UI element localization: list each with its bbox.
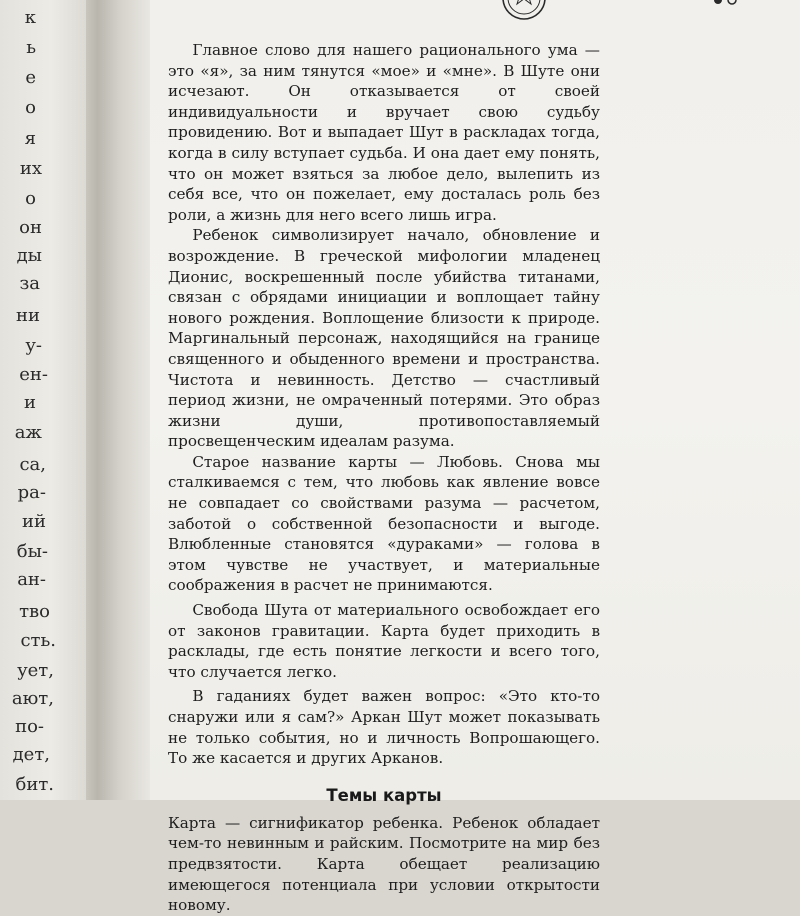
left-page-fragment: аж xyxy=(14,422,42,444)
left-page-fragment: за xyxy=(19,273,40,295)
left-page-fragment: к xyxy=(24,7,36,29)
left-page-fragment: сть. xyxy=(20,630,56,652)
left-page-fragment: ен- xyxy=(19,364,48,386)
left-page-fragment: он xyxy=(19,217,42,239)
left-page-fragment: е xyxy=(25,66,36,88)
left-page-fragment: ан- xyxy=(17,569,46,591)
left-page-fragment: ра- xyxy=(17,481,46,503)
left-page-fragment: бит. xyxy=(15,773,54,795)
paragraph: Ребенок символизирует начало, обновление и возрождение. В греческой мифологии младенец Дионис, воскрешенный после убийства титанами, связан с обрядами инициации и воплощает тайну нового рождения. Воплощение близости к природе. Маргинальный персонаж, находящийся на границе священного и обыденного времени и пространства. Чистота и невинность. Детство — счастливый период жизни, не омраченный потерями. Это образ жизни души, противопоставляемый просвещенческим идеалам разума. xyxy=(168,226,600,451)
left-page-fragment: тво xyxy=(19,600,50,622)
left-page-fragment: и xyxy=(24,392,36,414)
paragraph: Старое название карты — Любовь. Снова мы сталкиваемся с тем, что любовь как явление вовсе не совпадает со свойствами разума — расчетом, заботой о собственной безопасности и выгоде. Влюбленные становятся «дураками» — голова в этом чувстве не участвует, и материальные соображения в расчет не принимаются. xyxy=(168,452,600,595)
section-paragraph: Карта — сигнификатор ребенка. Ребенок обладает чем-то невинным и райским. Посмотрите на мир без предвзятости. Карта обещает реализацию имеющегося потенциала при условии открытости новому. xyxy=(168,813,600,915)
left-page-fragment: у- xyxy=(25,334,42,356)
left-page-fragment: их xyxy=(19,157,42,179)
book-gutter xyxy=(86,0,150,800)
left-page-fragment: дет, xyxy=(12,743,50,765)
section-title: Темы карты xyxy=(326,785,442,805)
paragraph: Главное слово для нашего рационального ума — это «я», за ним тянутся «мое» и «мне». В Шуте они исчезают. Он отказывается от своей индивидуальности и вручает свою судьбу провидению. Вот и выпадает Шут в раскладах тогда, когда в силу вступает судьба. И она дает ему понять, что он может взяться за любое дело, вылепить из себя все, что он пожелает, ему досталась роль без роли, а жизнь для него всего лишь игра. xyxy=(168,41,600,224)
paragraph: Свобода Шута от материального освобождает его от законов гравитации. Карта будет приходить в расклады, где есть понятие легкости и всего того, что случается легко. xyxy=(168,601,600,681)
left-page-fragment: ует, xyxy=(17,660,54,682)
left-page-fragment: ий xyxy=(22,511,46,533)
ornament-icon xyxy=(500,0,548,22)
left-page-fragment: ь xyxy=(26,37,36,59)
paragraph: В гаданиях будет важен вопрос: «Это кто-то снаружи или я сам?» Аркан Шут может показывать не только события, но и личность Вопрошающего. То же касается и других Арканов. xyxy=(168,687,600,768)
left-page xyxy=(0,0,86,800)
left-page-fragment: ают, xyxy=(11,688,54,710)
left-page-fragment: бы- xyxy=(16,541,48,563)
left-page-fragment: я xyxy=(24,128,36,150)
left-page-fragment: ни xyxy=(16,304,40,326)
corner-ornament-icon xyxy=(710,0,750,8)
left-page-fragment: о xyxy=(25,96,36,118)
text-column xyxy=(168,40,600,916)
left-page-fragment: по- xyxy=(15,715,44,737)
left-page-fragment: са, xyxy=(19,453,46,475)
left-page-fragment: о xyxy=(25,187,36,209)
left-page-fragment: ды xyxy=(16,245,42,267)
